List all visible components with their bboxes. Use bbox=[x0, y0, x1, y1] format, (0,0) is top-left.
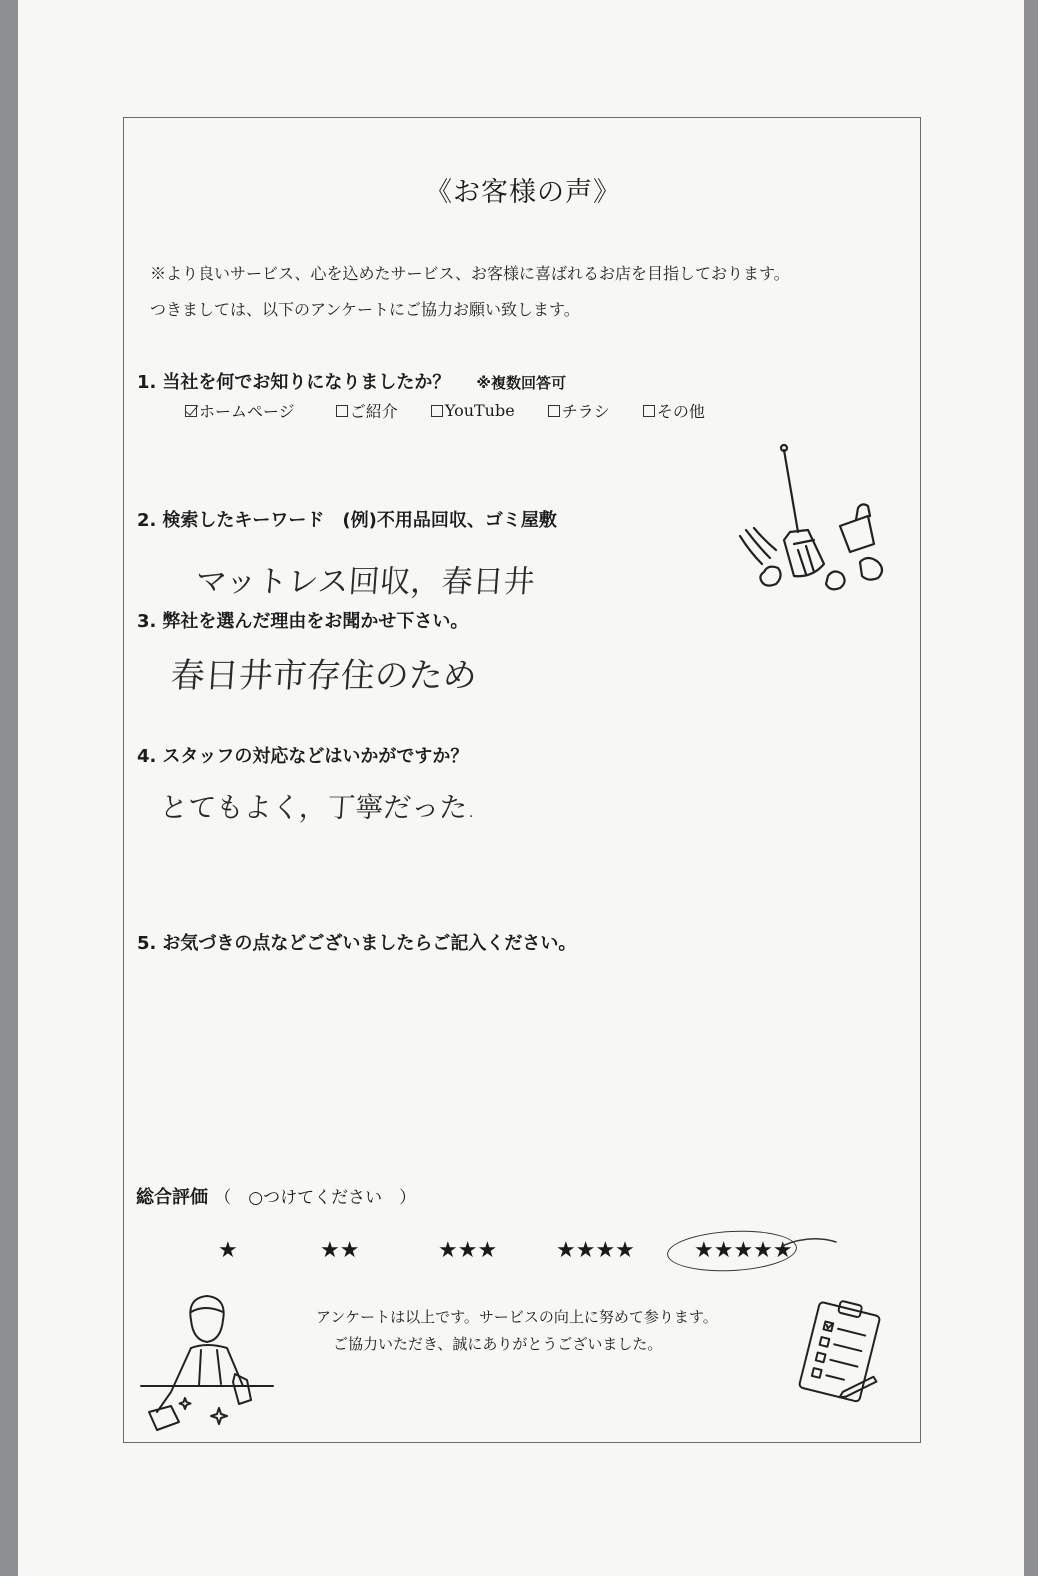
question-5-number: 5. bbox=[137, 933, 157, 954]
question-4-text: スタッフの対応などはいかがですか？ bbox=[162, 746, 469, 767]
option-referral-label: ご紹介 bbox=[349, 402, 398, 421]
intro-line-1: ※より良いサービス、心を込めたサービス、お客様に喜ばれるお店を目指しております。 bbox=[150, 264, 790, 283]
question-4-number: 4. bbox=[137, 746, 157, 767]
cleaning-person-icon bbox=[135, 1290, 280, 1438]
question-3-number: 3. bbox=[137, 611, 157, 632]
rating-4-star[interactable]: ★★★★ bbox=[556, 1238, 635, 1263]
question-1 bbox=[137, 368, 566, 394]
question-1-number: 1. bbox=[137, 372, 157, 393]
overall-rating-label: 総合評価 bbox=[136, 1187, 208, 1208]
question-3 bbox=[137, 607, 468, 633]
closing-line-2: ご協力いただき、誠にありがとうございました。 bbox=[333, 1335, 663, 1353]
question-2-number: 2. bbox=[137, 510, 157, 531]
question-2-text: 検索したキーワード (例)不用品回収、ゴミ屋敷 bbox=[162, 510, 557, 531]
question-1-text: 当社を何でお知りになりましたか？ bbox=[162, 372, 451, 393]
overall-rating bbox=[136, 1183, 416, 1209]
rating-5-star[interactable]: ★★★★★ bbox=[694, 1238, 793, 1263]
option-homepage-label: ホームページ bbox=[199, 402, 295, 421]
checkbox-referral[interactable] bbox=[336, 405, 348, 417]
q1-options bbox=[185, 399, 733, 422]
rating-3-star[interactable]: ★★★ bbox=[438, 1238, 498, 1263]
option-youtube-label: YouTube bbox=[444, 401, 515, 420]
question-3-text: 弊社を選んだ理由をお聞かせ下さい。 bbox=[162, 611, 469, 632]
rating-instruction: （ ○つけてください ） bbox=[214, 1188, 417, 1208]
checkbox-homepage[interactable] bbox=[185, 405, 197, 417]
multiple-answer-note: ※複数回答可 bbox=[476, 374, 566, 392]
option-referral[interactable] bbox=[336, 399, 398, 422]
broom-dustpan-icon bbox=[728, 440, 898, 600]
option-other-label: その他 bbox=[656, 402, 705, 421]
rating-2-star[interactable]: ★★ bbox=[320, 1238, 360, 1263]
clipboard-checklist-icon bbox=[790, 1298, 890, 1410]
option-flyer[interactable] bbox=[548, 399, 610, 422]
option-homepage[interactable] bbox=[185, 399, 295, 422]
answer-4-handwriting: とてもよく，丁寧だった. bbox=[158, 791, 478, 824]
checkbox-other[interactable] bbox=[643, 405, 655, 417]
question-4 bbox=[137, 742, 468, 768]
option-other[interactable] bbox=[643, 399, 705, 422]
question-5-text: お気づきの点などございましたらご記入ください。 bbox=[162, 933, 577, 954]
closing-line-1: アンケートは以上です。サービスの向上に努めて参ります。 bbox=[316, 1308, 718, 1326]
page-title: 《お客様の声》 bbox=[425, 177, 621, 208]
question-5 bbox=[137, 929, 576, 955]
circle-tail-stroke bbox=[780, 1232, 840, 1252]
rating-1-star[interactable]: ★ bbox=[218, 1238, 238, 1263]
checkbox-youtube[interactable] bbox=[431, 405, 443, 417]
option-flyer-label: チラシ bbox=[561, 402, 610, 421]
intro-line-2: つきましては、以下のアンケートにご協力お願い致します。 bbox=[150, 300, 580, 319]
question-2 bbox=[137, 506, 557, 532]
answer-3-handwriting: 春日井市存住のため bbox=[169, 656, 479, 696]
option-youtube[interactable] bbox=[431, 401, 515, 420]
answer-2-handwriting: マットレス回収，春日井 bbox=[194, 564, 536, 600]
checkbox-flyer[interactable] bbox=[548, 405, 560, 417]
